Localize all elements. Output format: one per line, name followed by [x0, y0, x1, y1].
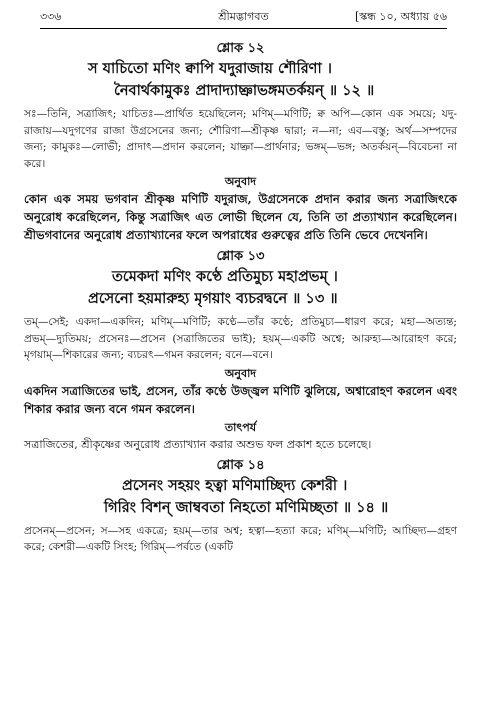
verse-12-translation-heading: অনুবাদ [224, 175, 257, 188]
verse-13-line-1: তমেকদা মণিং কণ্ঠে প্রতিমুচ্য মহাপ্রভম্ । [112, 268, 338, 285]
verse-13-purport: সত্রাজিতের, শ্রীকৃষ্ণের অনুরোধ প্রত্যাখ্যান করার অশুভ ফল প্রকাশ হতে চলেছে। [24, 437, 372, 451]
book-title: শ্রীমদ্ভাগবত [218, 10, 269, 23]
verse-12-line-1: স যাচিতো মণিং ক্বাপি যদুরাজায় শৌরিণা । [88, 60, 332, 77]
verse-13-label: শ্লোক ১৩ [216, 249, 265, 264]
page-header [40, 8, 447, 26]
verse-12-label: শ্লোক ১২ [216, 41, 265, 56]
verse-12-line-2: নৈবার্থকামুকঃ প্রাদাদ্যাচ্ঞাভঙ্গমতর্কয়ন্ ॥ ১২ ॥ [114, 82, 375, 99]
verse-13-synonyms: তম্—সেই; একদা—একদিন; মণিম্—মণিটি; কণ্ঠে—তাঁর কণ্ঠে; প্রতিমুচ্য—ধারণ করে; মহা—অত্যন্ত; প্রভম্—দ্যুতিময়; প্রসেনঃ—প্রসেন (সত্রাজিতের ভাই); হয়ম্—একটি অশ্বে; আরুহ্য—আরোহণ করে; মৃগয়াম্—শিকারের জন্য; ব্যচরৎ—গমন করলেন; বনে—বনে। [24, 316, 457, 361]
page-number: ৩৩৬ [40, 10, 62, 23]
verse-12-translation: কোন এক সময় ভগবান শ্রীকৃষ্ণ মণিটি যদুরাজ, উগ্রসেনকে প্রদান করার জন্য সত্রাজিৎকে অনুরোধ করেছিলেন, কিন্তু সত্রাজিৎ এত লোভী ছিলেন যে, তিনি তা প্রত্যাখ্যান করেছিলেন। শ্রীভগবানের অনুরোধ প্রত্যাখ্যানের ফলে অপরাধের গুরুত্বের প্রতি তিনি ভেবে দেখেননি। [24, 192, 457, 242]
verse-13-purport-heading: তাৎপর্য [224, 420, 257, 434]
verse-12-synonyms: সঃ—তিনি, সত্রাজিৎ; যাচিতঃ—প্রার্থিত হয়েছিলেন; মণিম্—মণিটি; ক্ব অপি—কোন এক সময়ে; যদু-রাজায়—যদুগণের রাজা উগ্রসেনের জন্য; শৌরিণা—শ্রীকৃষ্ণ দ্বারা; ন—না; এব—বস্তু; অর্থ—সম্পদের জন্য; কামুকঃ—লোভী; প্রাদাৎ—প্রদান করলেন; যাচ্ঞা—প্রার্থনার; ভঙ্গম্—ভঙ্গ; অতর্কয়ন্—বিবেচনা না করে। [24, 108, 457, 170]
verse-13-line-2: প্রসেনো হয়মারুহ্য মৃগয়াং ব্যচরদ্বনে ॥ ১৩ ॥ [88, 290, 338, 307]
verse-13-translation-heading: অনুবাদ [224, 366, 257, 380]
page-content [24, 36, 457, 556]
chapter-reference: [স্কন্ধ ১০, অধ্যায় ৫৬ [354, 10, 447, 23]
verse-13-translation: একদিন সত্রাজিতের ভাই, প্রসেন, তাঁর কণ্ঠে উজ্জ্বল মণিটি ঝুলিয়ে, অশ্বারোহণ করলেন এবং শিকার করার জন্য বনে গমন করলেন। [24, 383, 457, 416]
verse-14-line-1: প্রসেনং সহয়ং হত্বা মণিমাচ্ছিদ্য কেশরী । [122, 476, 348, 494]
verse-14-label: শ্লোক ১৪ [216, 457, 265, 473]
verse-14-synonyms: প্রসেনম্—প্রসেন; স—সহ একত্রে; হয়ম্—তার অশ্ব; হত্বা—হত্যা করে; মণিম্—মণিটি; আচ্ছিদ্য—গ্রহণ করে; কেশরী—একটি সিংহ; গিরিম্—পর্বতে (একটি [24, 524, 457, 553]
header-rule [40, 28, 447, 29]
verse-14-line-2: গিরিং বিশন্ জাম্ববতা নিহতো মণিমিচ্ছতা ॥ ১৪ ॥ [104, 498, 389, 516]
